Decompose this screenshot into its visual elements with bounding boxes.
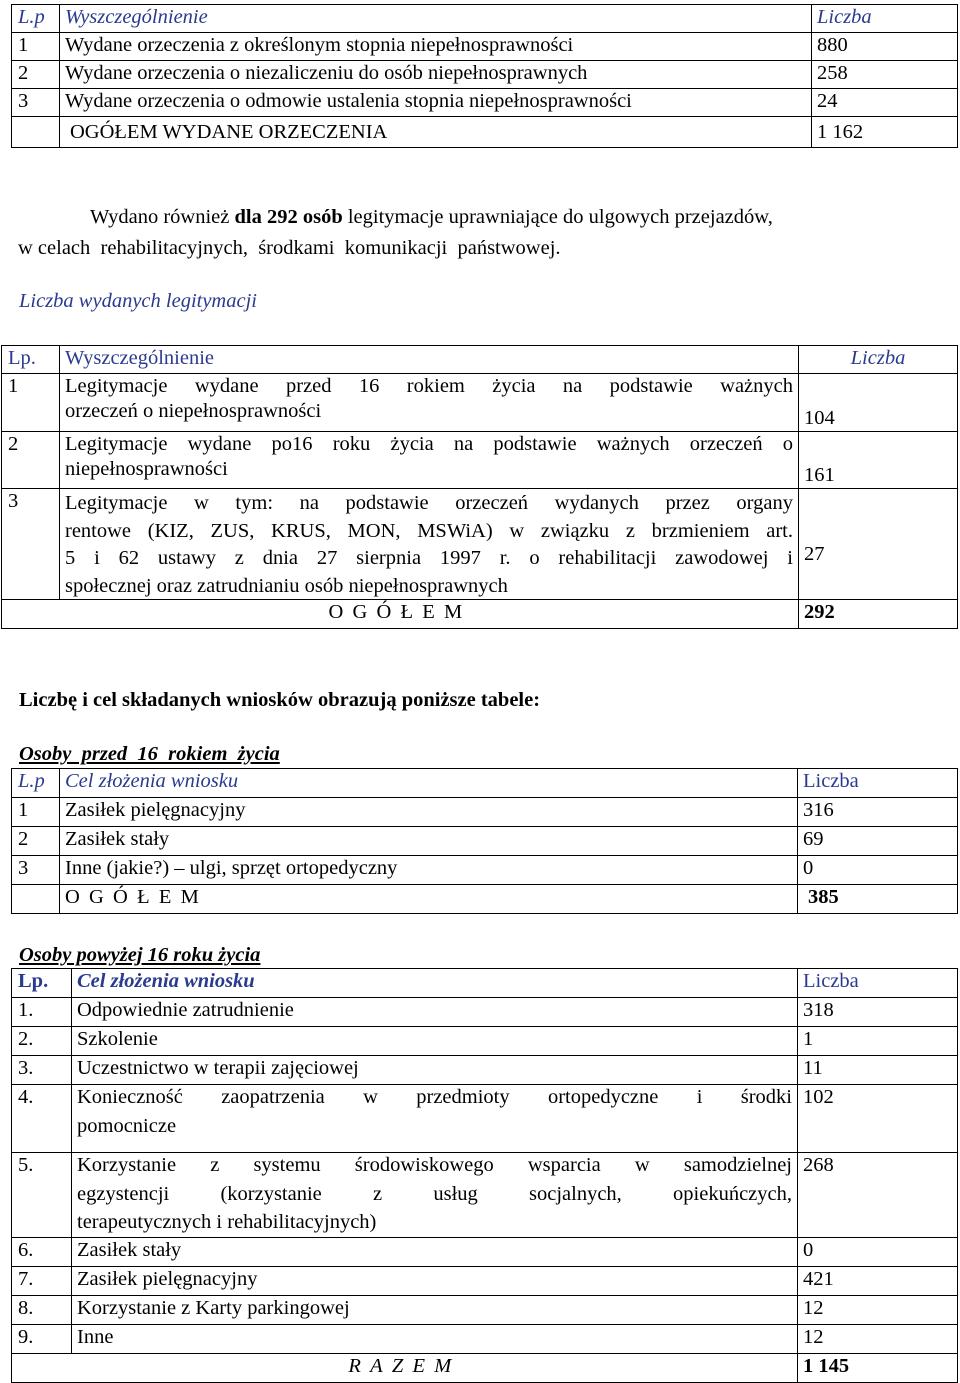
total-label: RAZEM xyxy=(12,1354,798,1383)
row-line: 5 i 62 ustawy z dnia 27 sierpnia 1997 r. o rehabilitacji zawodowej i xyxy=(65,547,793,570)
row-label: Wydane orzeczenia o odmowie ustalenia stopnia niepełnosprawności xyxy=(60,89,812,117)
header-cel: Cel złożenia wniosku xyxy=(72,969,798,998)
row-label: Zasiłek stały xyxy=(60,827,798,856)
row-line: społecznej oraz zatrudnianiu osób niepełnosprawnych xyxy=(65,574,508,597)
total-row xyxy=(12,117,958,148)
header-liczba: Liczba xyxy=(799,346,958,374)
table-row xyxy=(12,827,958,856)
row-line: niepełnosprawności xyxy=(65,457,228,480)
table-row xyxy=(2,432,958,489)
table-row xyxy=(12,61,958,89)
row-label: Inne xyxy=(72,1325,798,1354)
row-value: 161 xyxy=(799,432,958,489)
row-label: Szkolenie xyxy=(72,1027,798,1056)
header-liczba: Liczba xyxy=(798,769,958,798)
row-value: 102 xyxy=(798,1085,958,1153)
row-lp: 6. xyxy=(12,1238,72,1267)
row-lp: 1 xyxy=(12,33,60,61)
row-label: Zasiłek pielęgnacyjny xyxy=(72,1267,798,1296)
table-row xyxy=(12,1085,958,1153)
row-label: Odpowiednie zatrudnienie xyxy=(72,998,798,1027)
paragraph-part2: legitymacje uprawniające do ulgowych przejazdów, xyxy=(342,206,773,228)
row-value: 69 xyxy=(798,827,958,856)
row-line: Legitymacje wydane po16 roku życia na podstawie ważnych orzeczeń o xyxy=(65,433,793,455)
row-lp: 4. xyxy=(12,1085,72,1153)
row-label xyxy=(60,489,799,600)
total-value: 1 162 xyxy=(812,117,958,148)
table-header-row xyxy=(12,969,958,998)
table-row xyxy=(2,374,958,432)
row-line: Konieczność zaopatrzenia w przedmioty ortopedyczne i środki xyxy=(77,1086,792,1108)
row-line: egzystencji (korzystanie z usług socjalnych, opiekuńczych, xyxy=(77,1182,792,1205)
row-value: 258 xyxy=(812,61,958,89)
row-value: 12 xyxy=(798,1325,958,1354)
table-row xyxy=(12,1027,958,1056)
row-label: Zasiłek pielęgnacyjny xyxy=(60,798,798,827)
row-lp: 1 xyxy=(12,798,60,827)
table-row xyxy=(12,89,958,117)
row-lp: 1 xyxy=(2,374,60,432)
total-empty xyxy=(12,885,60,914)
table-row xyxy=(12,1056,958,1085)
total-value: 292 xyxy=(799,600,958,629)
row-value: 27 xyxy=(799,489,958,600)
table-row xyxy=(12,798,958,827)
paragraph-part1: Wydano również xyxy=(90,206,235,228)
row-label: Wydane orzeczenia z określonym stopnia niepełnosprawności xyxy=(60,33,812,61)
row-lp: 2 xyxy=(2,432,60,489)
row-label xyxy=(72,1153,798,1238)
row-lp: 3 xyxy=(12,89,60,117)
row-value: 24 xyxy=(812,89,958,117)
legitymacje-table xyxy=(1,345,958,629)
row-line: rentowe (KIZ, ZUS, KRUS, MON, MSWiA) w związku z brzmieniem art. xyxy=(65,519,793,542)
row-label: Inne (jakie?) – ulgi, sprzęt ortopedyczny xyxy=(60,856,798,885)
header-liczba: Liczba xyxy=(798,969,958,998)
row-lp: 3 xyxy=(12,856,60,885)
table-row xyxy=(12,1296,958,1325)
section-heading: Liczbę i cel składanych wniosków obrazują poniższe tabele: xyxy=(19,689,541,711)
table-row xyxy=(12,1267,958,1296)
row-value: 12 xyxy=(798,1296,958,1325)
row-line: Legitymacje w tym: na podstawie orzeczeń wydanych przez organy xyxy=(65,492,793,514)
paragraph-line-1 xyxy=(18,205,943,230)
row-value: 104 xyxy=(799,374,958,432)
row-value: 0 xyxy=(798,856,958,885)
table-row xyxy=(12,1153,958,1238)
total-row xyxy=(12,1354,958,1383)
row-line: orzeczeń o niepełnosprawności xyxy=(65,399,322,422)
row-label xyxy=(60,374,799,432)
row-value: 268 xyxy=(798,1153,958,1238)
row-label: Uczestnictwo w terapii zajęciowej xyxy=(72,1056,798,1085)
header-wyszczegolnienie: Wyszczególnienie xyxy=(60,346,799,374)
total-label: OGÓŁEM xyxy=(60,885,798,914)
row-lp: 1. xyxy=(12,998,72,1027)
header-lp: Lp. xyxy=(12,969,72,998)
row-label: Korzystanie z Karty parkingowej xyxy=(72,1296,798,1325)
row-line: pomocnicze xyxy=(77,1114,177,1137)
row-lp: 2 xyxy=(12,61,60,89)
row-label: Wydane orzeczenia o niezaliczeniu do osób niepełnosprawnych xyxy=(60,61,812,89)
table2-caption: Liczba wydanych legitymacji xyxy=(19,290,257,312)
row-line: Legitymacje wydane przed 16 rokiem życia na podstawie ważnych xyxy=(65,375,793,397)
paragraph-line-2: w celach rehabilitacyjnych, środkami komunikacji państwowej. xyxy=(18,236,561,259)
row-value: 1 xyxy=(798,1027,958,1056)
table-row xyxy=(12,856,958,885)
row-lp: 9. xyxy=(12,1325,72,1354)
row-value: 880 xyxy=(812,33,958,61)
header-lp: Lp. xyxy=(2,346,60,374)
row-value: 0 xyxy=(798,1238,958,1267)
wnioski-po-16-table xyxy=(11,968,958,1383)
row-label xyxy=(60,432,799,489)
wnioski-przed-16-table xyxy=(11,768,958,914)
total-value: 1 145 xyxy=(798,1354,958,1383)
table-row xyxy=(2,489,958,600)
paragraph-bold: dla 292 osób xyxy=(234,206,343,228)
table4-caption: Osoby powyżej 16 roku życia xyxy=(19,944,261,966)
total-row xyxy=(12,885,958,914)
row-value: 11 xyxy=(798,1056,958,1085)
orzeczenia-table xyxy=(11,4,958,148)
row-label xyxy=(72,1085,798,1153)
table-row xyxy=(12,1325,958,1354)
total-value: 385 xyxy=(798,885,958,914)
row-lp: 2. xyxy=(12,1027,72,1056)
row-lp: 8. xyxy=(12,1296,72,1325)
row-lp: 3. xyxy=(12,1056,72,1085)
total-row xyxy=(2,600,958,629)
row-label: Zasiłek stały xyxy=(72,1238,798,1267)
row-line: terapeutycznych i rehabilitacyjnych) xyxy=(77,1211,377,1234)
row-lp: 3 xyxy=(2,489,60,600)
legitymacje-paragraph xyxy=(18,205,943,260)
header-cel: Cel złożenia wniosku xyxy=(60,769,798,798)
total-label: OGÓŁEM WYDANE ORZECZENIA xyxy=(60,117,812,148)
row-lp: 5. xyxy=(12,1153,72,1238)
total-label: OGÓŁEM xyxy=(2,600,799,629)
table-header-row xyxy=(2,346,958,374)
header-lp: L.p xyxy=(12,769,60,798)
row-value: 318 xyxy=(798,998,958,1027)
table-row xyxy=(12,1238,958,1267)
table3-caption: Osoby przed 16 rokiem życia xyxy=(19,743,280,765)
row-line: Korzystanie z systemu środowiskowego wsparcia w samodzielnej xyxy=(77,1154,792,1176)
table-header-row xyxy=(12,769,958,798)
table-row xyxy=(12,998,958,1027)
row-lp: 2 xyxy=(12,827,60,856)
row-value: 421 xyxy=(798,1267,958,1296)
row-lp: 7. xyxy=(12,1267,72,1296)
header-wyszczegolnienie: Wyszczególnienie xyxy=(60,5,812,33)
header-lp: L.p xyxy=(12,5,60,33)
table-header-row xyxy=(12,5,958,33)
row-value: 316 xyxy=(798,798,958,827)
header-liczba: Liczba xyxy=(812,5,958,33)
table-row xyxy=(12,33,958,61)
total-empty xyxy=(12,117,60,148)
